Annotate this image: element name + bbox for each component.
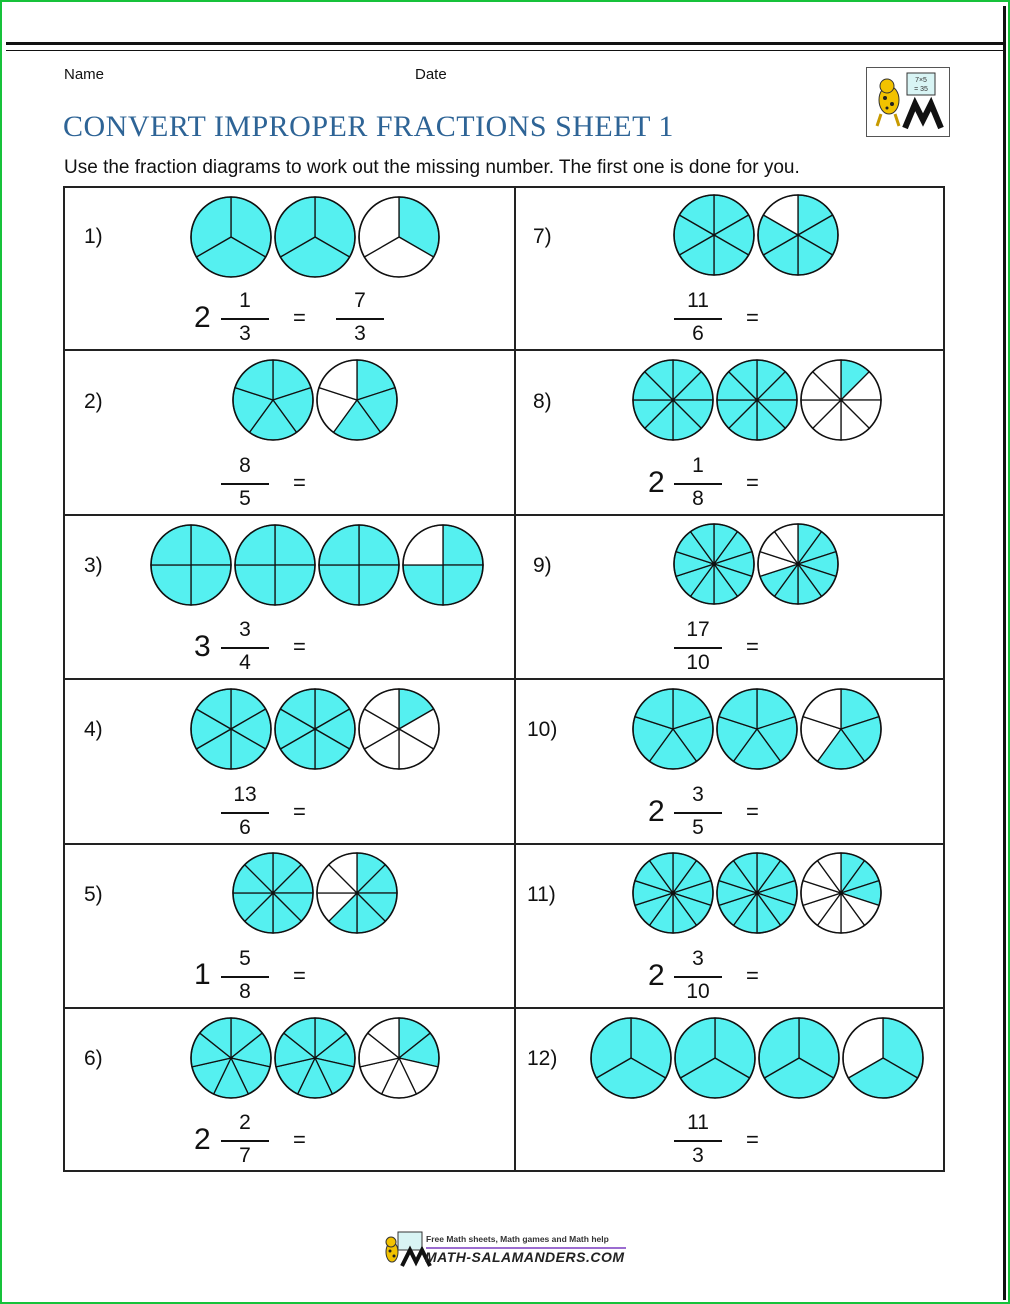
improper-denominator: 3	[354, 322, 366, 345]
whole-number: 1	[194, 958, 211, 991]
fraction-circle	[717, 689, 797, 769]
fraction-circles	[632, 687, 892, 773]
improper-numerator: 11	[687, 1111, 709, 1134]
fraction-circle	[675, 1018, 755, 1098]
fraction-circles	[190, 1016, 450, 1102]
fraction-circles	[190, 687, 450, 773]
equals-sign: =	[293, 470, 306, 495]
fraction-circles	[632, 851, 892, 937]
fraction-circle	[674, 195, 754, 275]
mixed-denominator: 7	[239, 1144, 251, 1167]
fraction-bar	[674, 1140, 722, 1142]
page-title: CONVERT IMPROPER FRACTIONS SHEET 1	[63, 110, 674, 143]
fraction-circle	[235, 525, 315, 605]
fraction-bar	[221, 483, 269, 485]
mixed-denominator: 3	[239, 322, 251, 345]
fraction-circle	[191, 689, 271, 769]
mixed-denominator: 8	[239, 980, 251, 1003]
mixed-numerator: 1	[239, 289, 251, 312]
improper-numerator: 13	[233, 783, 257, 806]
fraction-bar	[221, 812, 269, 814]
grid-divider-row	[63, 349, 945, 351]
mixed-denominator: 10	[686, 980, 710, 1003]
footer-tagline: Free Math sheets, Math games and Math help	[426, 1234, 609, 1244]
mixed-numerator: 5	[239, 947, 251, 970]
problem-number: 8)	[533, 390, 552, 413]
fraction-circle	[758, 524, 838, 604]
whole-number: 2	[648, 959, 665, 992]
mixed-numerator: 3	[239, 618, 251, 641]
fraction-circles	[232, 851, 407, 937]
fraction-bar	[221, 976, 269, 978]
whole-number: 3	[194, 630, 211, 663]
fraction-circle	[317, 360, 397, 440]
problem-number: 12)	[527, 1047, 558, 1070]
whole-number: 2	[648, 795, 665, 828]
whole-number: 2	[648, 466, 665, 499]
grid-divider-row	[63, 678, 945, 680]
problem-number: 5)	[84, 883, 103, 906]
mixed-denominator: 5	[692, 816, 704, 839]
improper-numerator: 7	[354, 289, 366, 312]
whole-number: 2	[194, 1123, 211, 1156]
equals-sign: =	[293, 963, 306, 988]
fraction-circle	[717, 360, 797, 440]
name-label: Name	[64, 66, 105, 83]
equals-sign: =	[293, 1127, 306, 1152]
improper-numerator: 11	[687, 289, 709, 312]
grid-divider-row	[63, 1007, 945, 1009]
fraction-circle	[843, 1018, 923, 1098]
improper-numerator: 8	[239, 454, 251, 477]
fraction-circle	[275, 689, 355, 769]
improper-numerator: 17	[686, 618, 710, 641]
fraction-circle	[191, 1018, 271, 1098]
fraction-bar	[674, 318, 722, 320]
fraction-circle	[275, 197, 355, 277]
fraction-circles	[150, 523, 490, 609]
fraction-circle	[359, 1018, 439, 1098]
mixed-denominator: 4	[239, 651, 251, 674]
fraction-circles	[190, 195, 450, 281]
equals-sign: =	[293, 799, 306, 824]
improper-denominator: 3	[692, 1144, 704, 1167]
equals-sign: =	[746, 634, 759, 659]
fraction-circle	[317, 853, 397, 933]
salamander-logo	[866, 67, 950, 137]
fraction-circle	[403, 525, 483, 605]
date-label: Date	[415, 66, 447, 83]
improper-denominator: 6	[239, 816, 251, 839]
fraction-circle	[233, 853, 313, 933]
fraction-circle	[191, 197, 271, 277]
fraction-circle	[674, 524, 754, 604]
fraction-circle	[275, 1018, 355, 1098]
fraction-circle	[633, 360, 713, 440]
mixed-numerator: 2	[239, 1111, 251, 1134]
improper-denominator: 5	[239, 487, 251, 510]
fraction-bar	[674, 812, 722, 814]
mixed-numerator: 1	[692, 454, 704, 477]
fraction-circle	[151, 525, 231, 605]
fraction-circle	[359, 689, 439, 769]
problem-number: 1)	[84, 225, 103, 248]
fraction-circle	[591, 1018, 671, 1098]
fraction-circle	[319, 525, 399, 605]
grid-divider-row	[63, 514, 945, 516]
fraction-circle	[233, 360, 313, 440]
mixed-numerator: 3	[692, 783, 704, 806]
equals-sign: =	[746, 305, 759, 330]
problem-number: 3)	[84, 554, 103, 577]
fraction-circle	[633, 853, 713, 933]
fraction-circle	[801, 689, 881, 769]
fraction-bar	[674, 483, 722, 485]
svg-text:= 35: = 35	[914, 86, 928, 93]
equals-sign: =	[746, 1127, 759, 1152]
fraction-circles	[673, 522, 848, 608]
equals-sign: =	[293, 305, 306, 330]
mixed-denominator: 8	[692, 487, 704, 510]
fraction-bar	[221, 1140, 269, 1142]
instructions: Use the fraction diagrams to work out the missing number. The first one is done for you.	[64, 157, 800, 178]
fraction-bar	[221, 647, 269, 649]
fraction-bar	[221, 318, 269, 320]
improper-denominator: 10	[686, 651, 710, 674]
whole-number: 2	[194, 301, 211, 334]
fraction-circle	[801, 360, 881, 440]
right-rule	[1003, 6, 1006, 1300]
fraction-circle	[717, 853, 797, 933]
fraction-circle	[759, 1018, 839, 1098]
grid-divider-row	[63, 843, 945, 845]
problem-number: 11)	[527, 883, 556, 906]
problem-number: 6)	[84, 1047, 103, 1070]
improper-denominator: 6	[692, 322, 704, 345]
footer-site-link[interactable]: MATH-SALAMANDERS.COM	[425, 1249, 625, 1265]
problem-number: 4)	[84, 718, 103, 741]
svg-text:7×5: 7×5	[915, 77, 927, 84]
fraction-bar	[336, 318, 384, 320]
fraction-circles	[232, 358, 407, 444]
fraction-circles	[590, 1016, 930, 1102]
problem-number: 9)	[533, 554, 552, 577]
top-rule	[6, 42, 1004, 51]
fraction-circles	[673, 193, 848, 279]
problem-number: 7)	[533, 225, 552, 248]
fraction-circle	[633, 689, 713, 769]
fraction-bar	[674, 647, 722, 649]
fraction-circle	[359, 197, 439, 277]
fraction-circles	[632, 358, 892, 444]
fraction-circle	[758, 195, 838, 275]
equals-sign: =	[746, 470, 759, 495]
problem-number: 2)	[84, 390, 103, 413]
mixed-numerator: 3	[692, 947, 704, 970]
equals-sign: =	[293, 634, 306, 659]
equals-sign: =	[746, 799, 759, 824]
fraction-circle	[801, 853, 881, 933]
equals-sign: =	[746, 963, 759, 988]
problem-number: 10)	[527, 718, 558, 741]
fraction-bar	[674, 976, 722, 978]
